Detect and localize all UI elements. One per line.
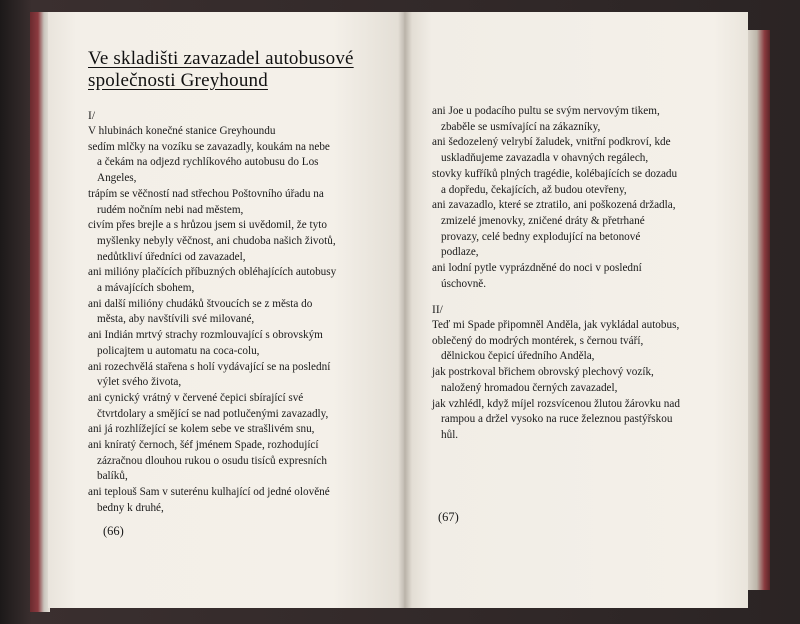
text-line: ani cynický vrátný v červené čepici sbírající své — [88, 391, 304, 404]
page-number-right: (67) — [438, 510, 459, 524]
text-line: trápím se věčností nad střechou Poštovního úřadu na — [88, 187, 324, 200]
text-line: ani já rozhlížející se kolem sebe ve strašlivém snu, — [88, 423, 315, 436]
left-text-block — [88, 124, 336, 517]
text-line: rudém nočním nebi nad městem, — [97, 203, 244, 216]
text-line: ani další milióny chudáků štvoucích se z města do — [88, 297, 313, 310]
section-marker-1: I/ — [88, 110, 96, 122]
text-line: oblečený do modrých montérek, s černou tváří, — [432, 334, 644, 347]
text-line: ani lodní pytle vyprázdněné do noci v poslední — [432, 262, 642, 275]
text-line: naložený hromadou černých zavazadel, — [441, 381, 618, 394]
text-line: myšlenky nebyly věčnost, ani chudoba našich životů, — [97, 234, 336, 247]
text-line: ani teplouš Sam v suterénu kulhající od jedné olověné — [88, 486, 330, 499]
text-line: ani Indián mrtvý strachy rozmlouvající s obrovským — [88, 329, 323, 342]
title-line-2: společnosti Greyhound — [88, 70, 268, 91]
text-line: rampou a držel vysoko na ruce železnou pastýřskou — [441, 413, 673, 426]
text-line: nedůtkliví úředníci od zavazadel, — [97, 250, 246, 263]
text-line: uskladňujeme zavazadla v ohavných regálech, — [441, 152, 649, 165]
text-line: města, aby navštívili své milované, — [97, 313, 255, 326]
page-number-left: (66) — [103, 524, 124, 538]
text-line: ani rozechvělá stařena s holí vydávající se na poslední — [88, 360, 331, 373]
text-line: hůl. — [441, 428, 459, 441]
text-line: zbaběle se usmívající na zákazníky, — [441, 120, 601, 133]
text-line: zmizelé jmenovky, zničené dráty & přetrhané — [441, 214, 645, 227]
text-line: ani Joe u podacího pultu se svým nervovým tikem, — [432, 105, 660, 117]
text-line: zázračnou dlouhou rukou o osudu tisíců expresních — [97, 454, 327, 467]
text-line: bedny k druhé, — [97, 501, 164, 514]
section-marker-2: II/ — [432, 304, 443, 316]
text-line: balíků, — [97, 470, 128, 483]
text-line: výlet svého života, — [97, 376, 182, 389]
text-line: Teď mi Spade připomněl Anděla, jak vykládal autobus, — [432, 319, 680, 331]
right-text-block-1 — [432, 104, 677, 292]
text-line: Angeles, — [97, 172, 137, 185]
text-line: V hlubinách konečné stanice Greyhoundu — [88, 125, 276, 137]
text-line: ani milióny plačících příbuzných obléhajících autobusy — [88, 266, 337, 279]
text-line: provazy, celé bedny explodující na betonové — [441, 230, 641, 243]
text-line: a dopředu, čekajících, až budou otevřeny, — [441, 183, 627, 196]
text-line: jak postrkoval břichem obrovský plechový vozík, — [432, 366, 654, 379]
text-line: ani kníratý černoch, šéf jménem Spade, rozhodující — [88, 439, 319, 452]
text-line: čtvrtdolary a smějící se nad potlučenými zavazadly, — [97, 407, 329, 420]
right-text-block-2 — [432, 318, 680, 444]
text-line: dělnickou čepicí úředního Anděla, — [441, 350, 595, 363]
text-line: ani zavazadlo, které se ztratilo, ani poškozená držadla, — [432, 199, 676, 212]
text-line: a čekám na odjezd rychlíkového autobusu do Los — [97, 156, 319, 169]
poem-title — [88, 48, 354, 92]
text-line: policajtem u automatu na coca-colu, — [97, 344, 260, 357]
title-line-1: Ve skladišti zavazadel autobusové — [88, 48, 354, 69]
text-line: podlaze, — [441, 246, 479, 259]
text-line: ani šedozelený velrybí žaludek, vnitřní podkroví, kde — [432, 136, 671, 149]
text-line: jak vzhlédl, když míjel rozsvícenou žlutou žárovku nad — [432, 397, 680, 410]
text-line: stovky kufříků plných tragédie, kolébajících se dozadu — [432, 167, 678, 180]
right-page — [404, 12, 748, 608]
left-cover-edge — [30, 12, 50, 612]
text-line: civím přes brejle a s hrůzou jsem si uvědomil, že tyto — [88, 219, 327, 232]
text-line: sedím mlčky na vozíku se zavazadly, koukám na nebe — [88, 140, 330, 153]
right-cover-edge — [748, 30, 770, 590]
book-gutter — [398, 12, 412, 608]
text-line: a mávajících sbohem, — [97, 282, 195, 295]
text-line: úschovně. — [441, 277, 487, 290]
left-page — [48, 12, 404, 608]
